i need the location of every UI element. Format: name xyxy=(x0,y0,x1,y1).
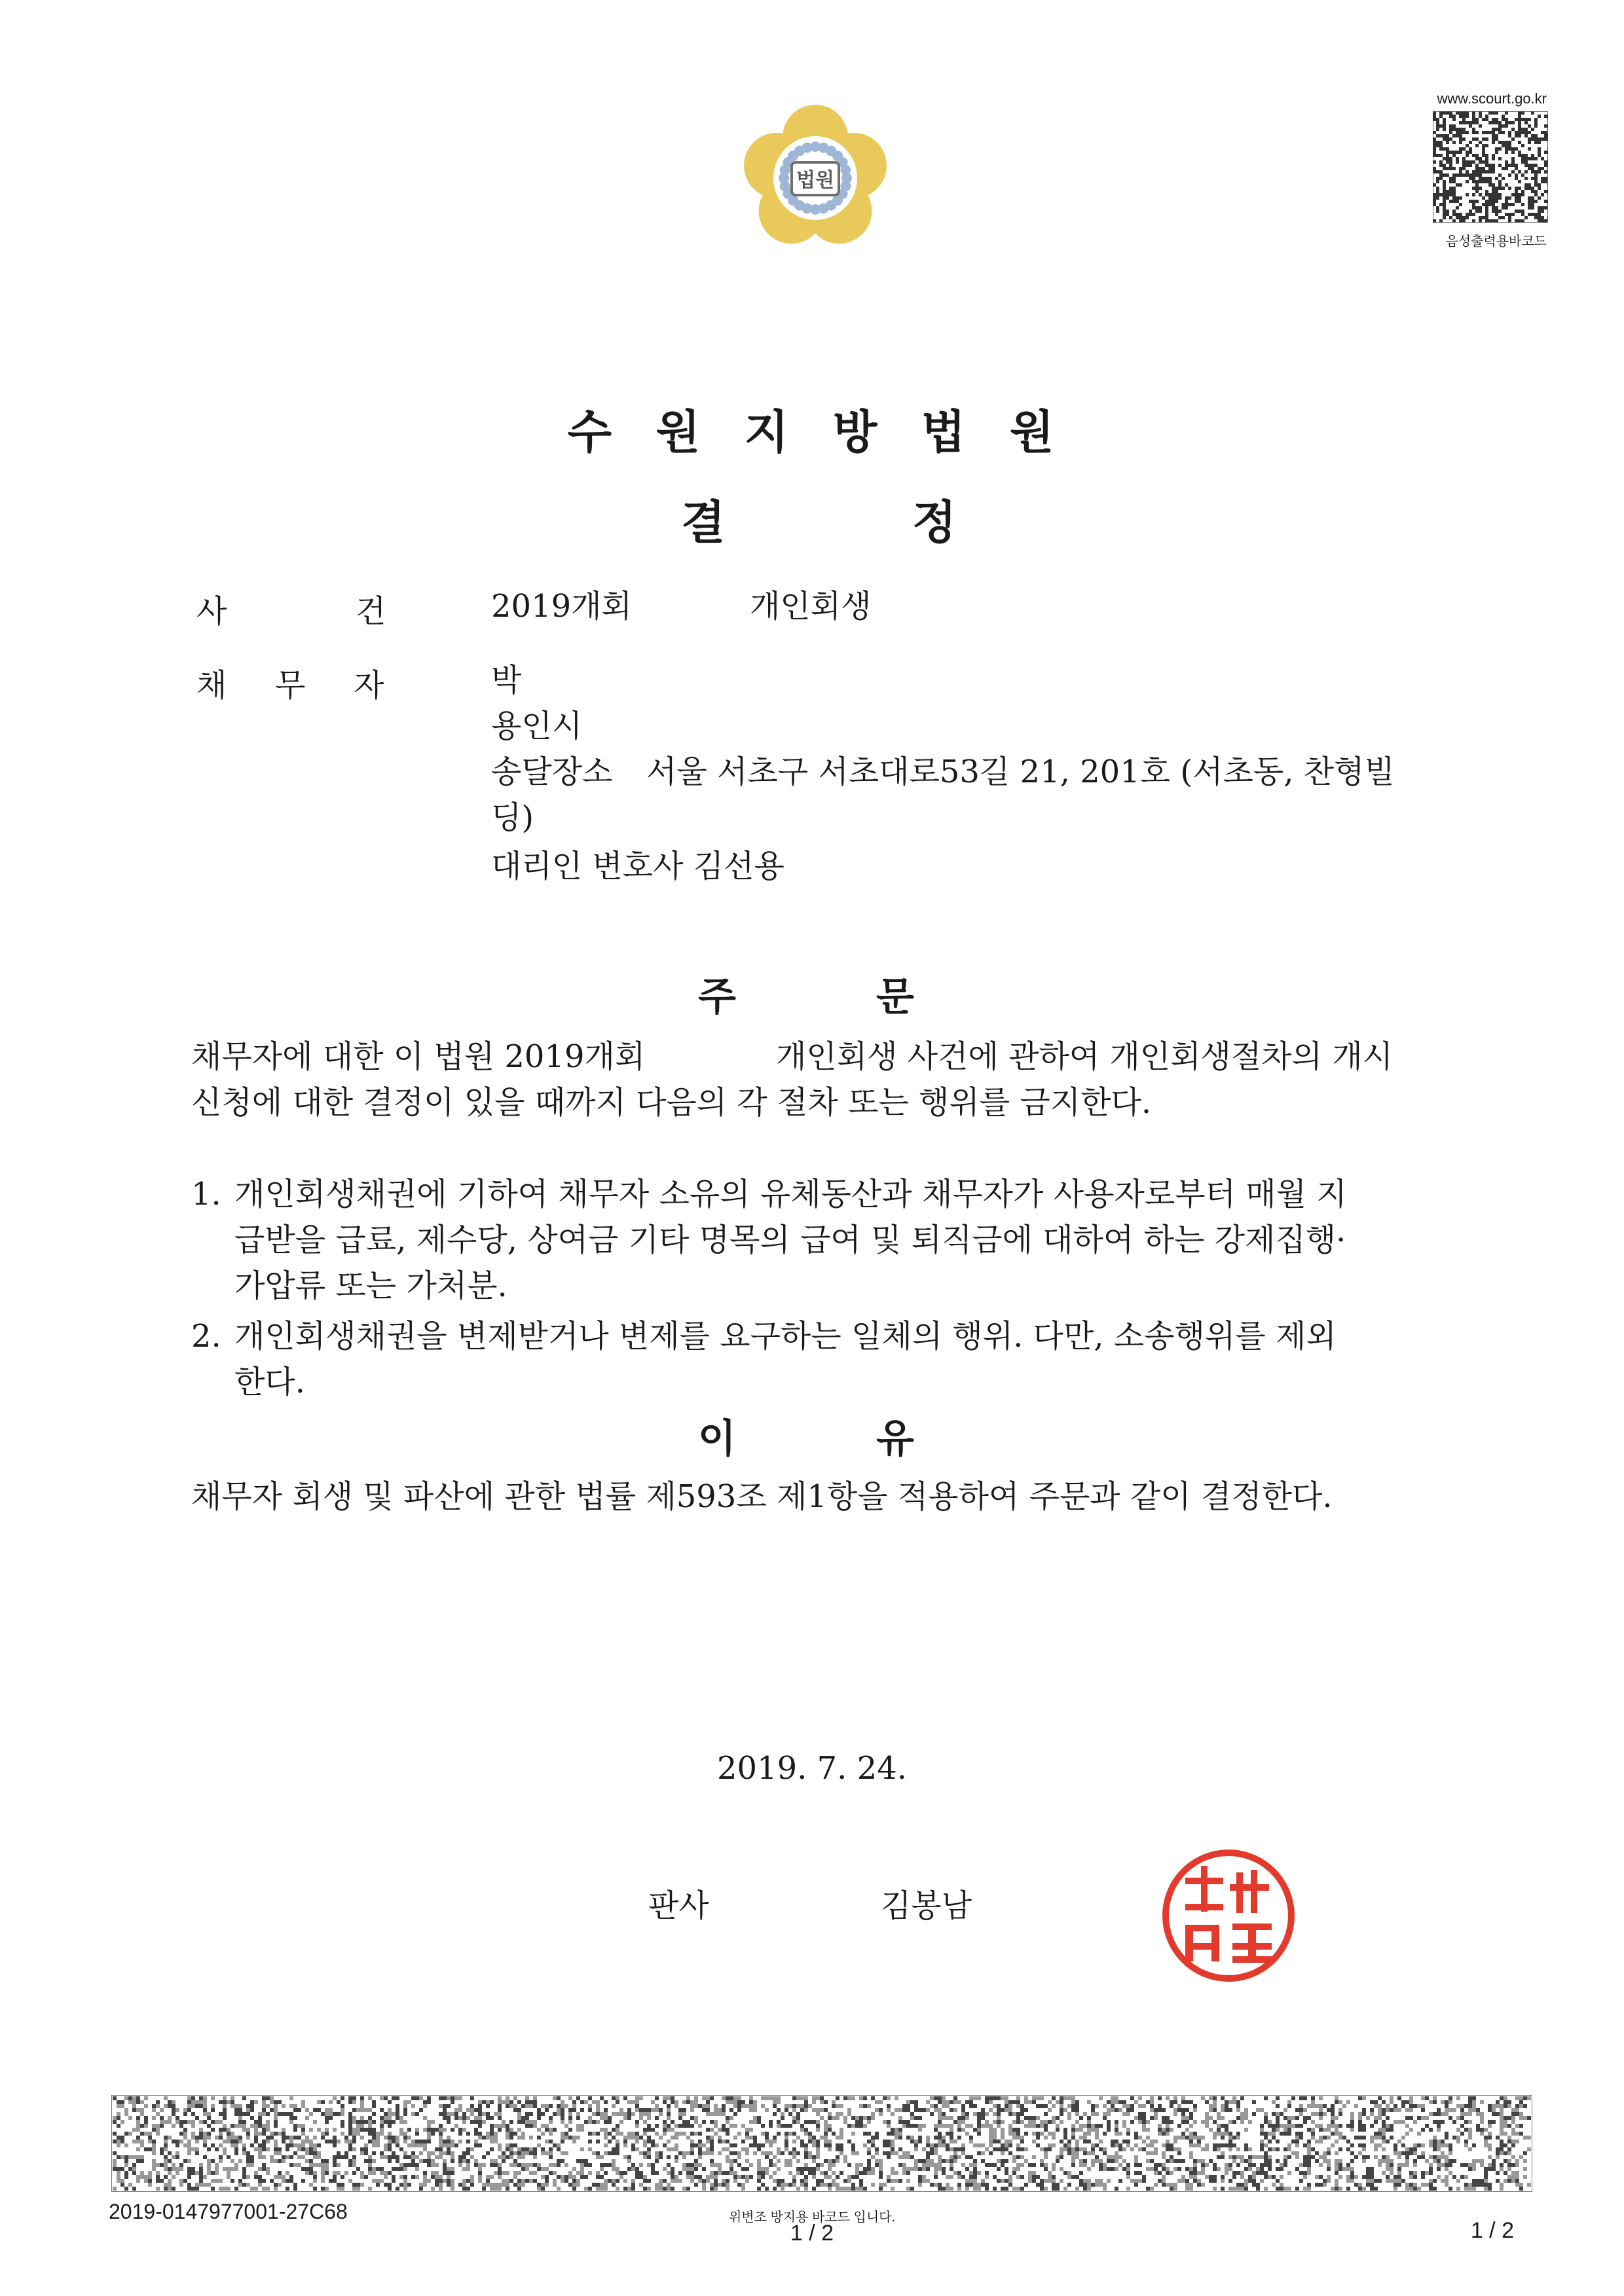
order-heading-left: 주 xyxy=(698,975,736,1019)
document-number: 2019-0147977001-27C68 xyxy=(109,2200,348,2223)
order-item-1-line2: 급받을 급료, 제수당, 상여금 기타 명목의 급여 및 퇴직금에 대하여 하는 강제집행· xyxy=(234,1222,1346,1258)
page-number-right: 1 / 2 xyxy=(1470,2218,1514,2243)
debtor-label-1: 채 xyxy=(196,667,227,704)
court-name: 수 원 지 방 법 원 xyxy=(567,407,1057,458)
case-number: 2019개회 xyxy=(491,588,632,625)
voice-output-qr-code xyxy=(1433,111,1548,223)
service-label: 송달장소 xyxy=(491,754,613,790)
order-item-2-number: 2. xyxy=(191,1318,221,1355)
reason-text: 채무자 회생 및 파산에 관한 법률 제593조 제1항을 적용하여 주문과 같이 결정한다. xyxy=(191,1478,1333,1515)
reason-heading-left: 이 xyxy=(698,1417,736,1461)
debtor-label-2: 무 xyxy=(275,667,306,704)
service-address-line2: 딩) xyxy=(491,799,534,836)
case-type: 개인회생 xyxy=(750,588,872,625)
document-title-left: 결 xyxy=(681,497,728,548)
anti-forgery-barcode xyxy=(111,2095,1532,2192)
case-label-right: 건 xyxy=(356,593,386,630)
footer-note: 위변조 방지용 바코드 입니다. xyxy=(728,2210,896,2225)
order-intro-line1-a: 채무자에 대한 이 법원 2019개회 xyxy=(191,1038,646,1075)
order-intro-line2: 신청에 대한 결정이 있을 때까지 다음의 각 절차 또는 행위를 금지한다. xyxy=(191,1084,1152,1121)
order-intro-line1-b: 개인회생 사건에 관하여 개인회생절차의 개시 xyxy=(776,1038,1393,1075)
judge-seal-stamp xyxy=(1159,1846,1298,1985)
order-item-2-line1: 개인회생채권을 변제받거나 변제를 요구하는 일체의 행위. 다만, 소송행위를 제외 xyxy=(234,1318,1337,1355)
qr-url: www.scourt.go.kr xyxy=(1437,90,1547,107)
debtor-label-3: 자 xyxy=(354,667,384,704)
court-emblem-logo xyxy=(737,98,894,255)
debtor-name: 박 xyxy=(491,662,522,699)
qr-caption: 음성출력용바코드 xyxy=(1445,234,1547,249)
order-item-1-line1: 개인회생채권에 기하여 채무자 소유의 유체동산과 채무자가 사용자로부터 매월 지 xyxy=(234,1176,1347,1212)
judge-title: 판사 xyxy=(648,1887,709,1924)
page-number-center: 1 / 2 xyxy=(790,2221,834,2246)
debtor-agent: 대리인 변호사 김선용 xyxy=(491,848,784,884)
judge-name: 김봉남 xyxy=(881,1887,972,1924)
order-heading-right: 문 xyxy=(876,975,914,1019)
document-title-right: 정 xyxy=(912,497,959,548)
emblem-text: 법원 xyxy=(796,169,834,192)
decision-date: 2019. 7. 24. xyxy=(716,1750,908,1787)
service-address-line1: 서울 서초구 서초대로53길 21, 201호 (서초동, 찬형빌 xyxy=(646,754,1395,790)
debtor-city: 용인시 xyxy=(491,708,583,744)
order-item-1-number: 1. xyxy=(191,1176,221,1212)
reason-heading-right: 유 xyxy=(876,1417,914,1461)
case-label-left: 사 xyxy=(196,593,227,630)
order-item-2-line2: 한다. xyxy=(234,1364,305,1400)
order-item-1-line3: 가압류 또는 가처분. xyxy=(234,1267,507,1304)
